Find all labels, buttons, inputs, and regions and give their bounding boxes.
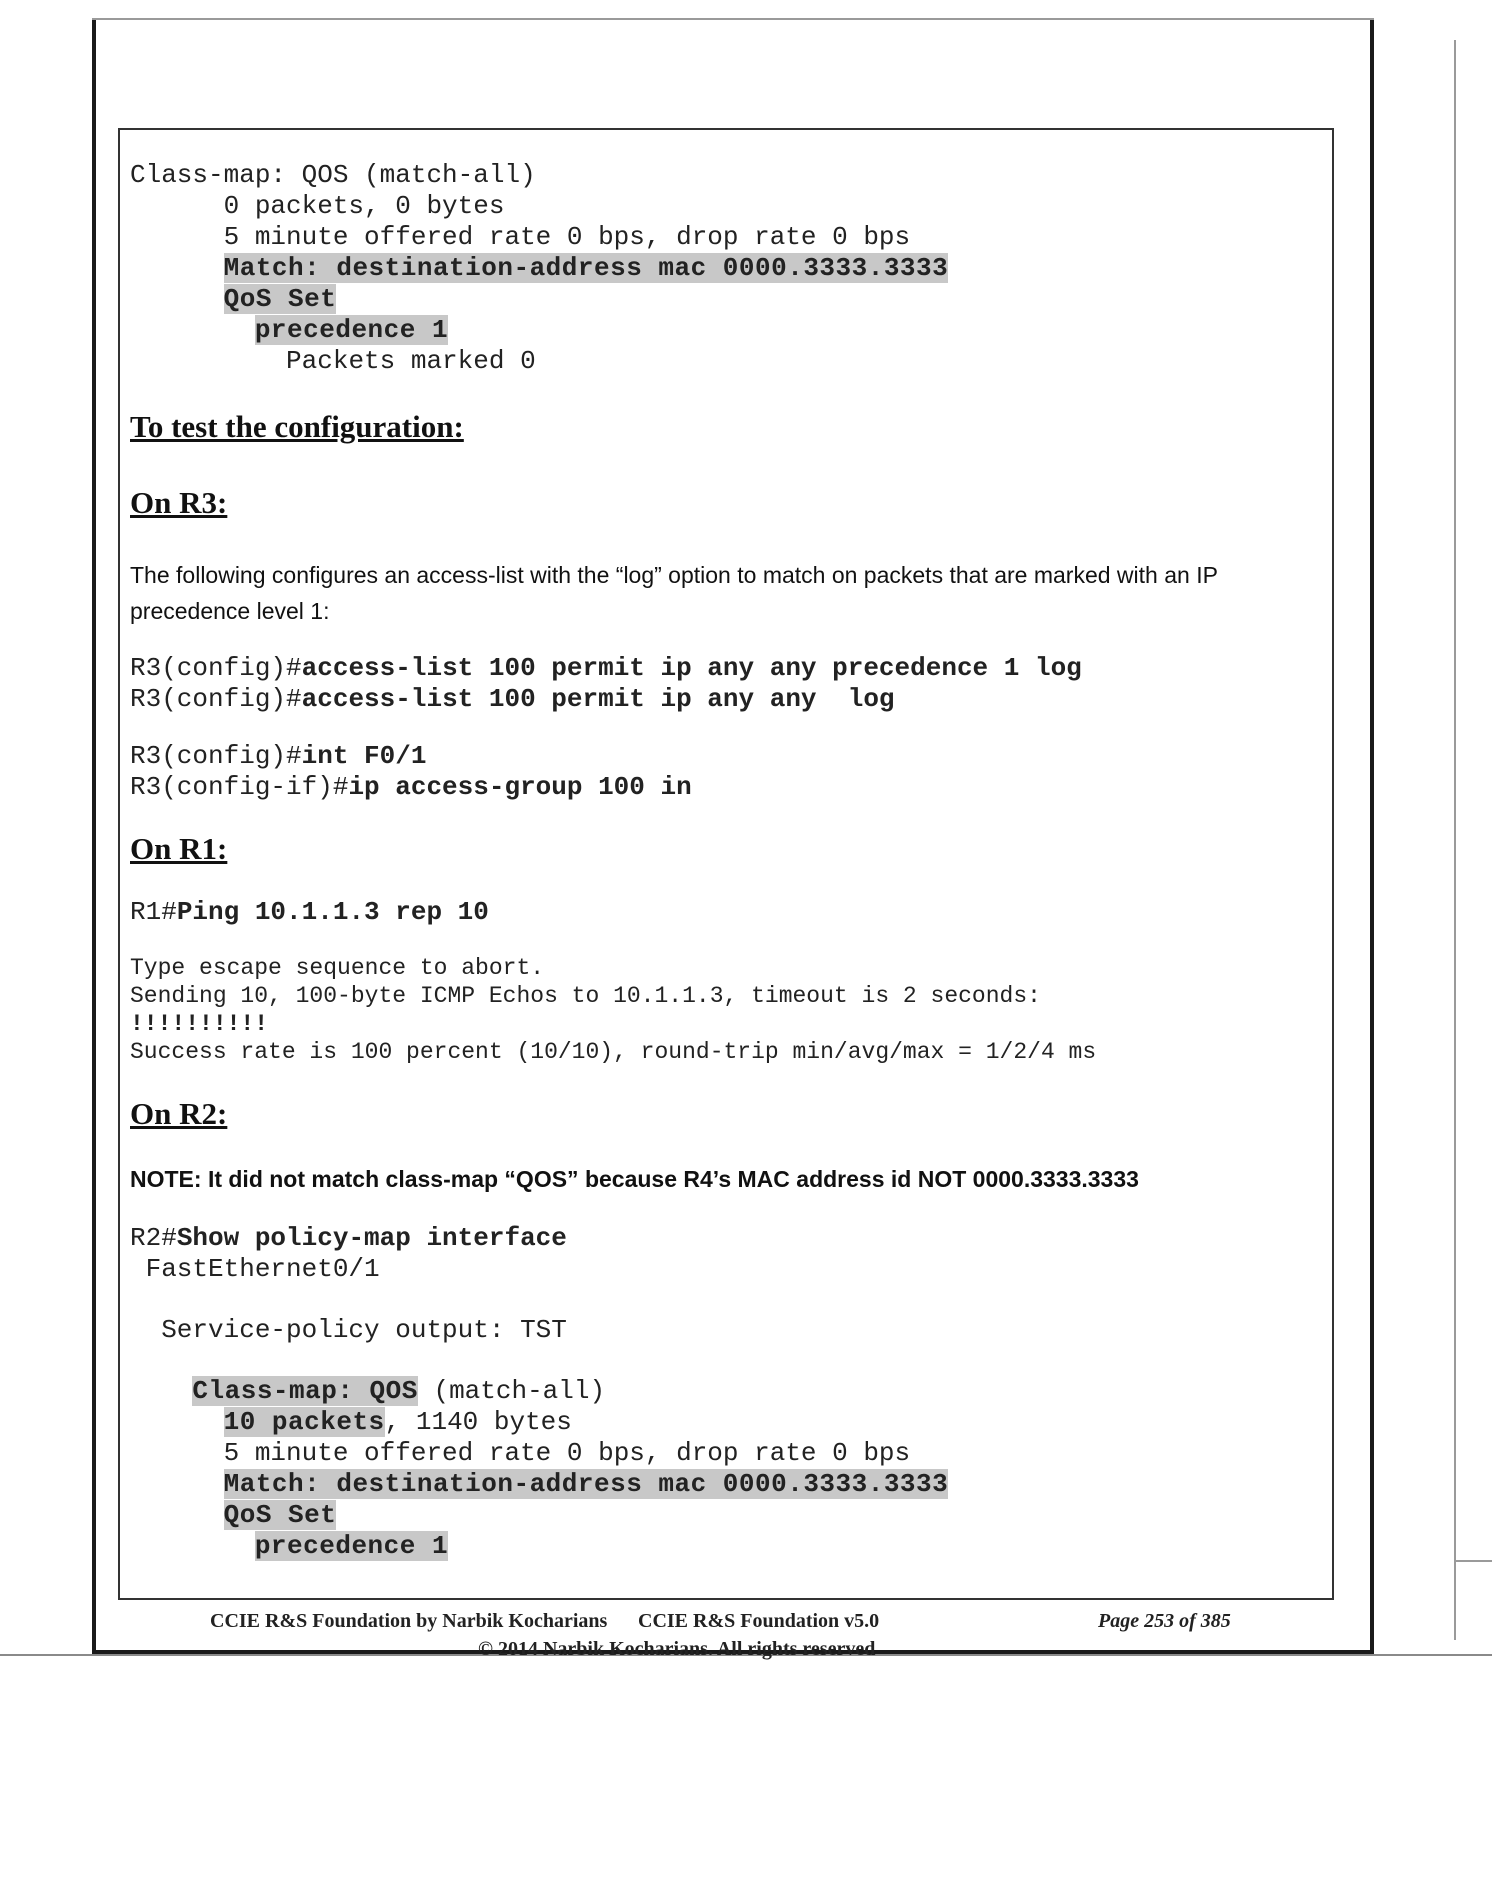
block2-packets-rest: , 1140 bytes [384, 1407, 572, 1437]
r3-cmd-2 [130, 684, 1320, 715]
block2-qos-line [130, 1500, 1320, 1531]
r3-cmd-3 [130, 741, 1320, 772]
heading-test: To test the configuration: [130, 409, 464, 444]
prompt: R3(config-if)# [130, 772, 349, 802]
scan-edge-line [1454, 40, 1456, 1640]
scan-edge-tick [1456, 1560, 1492, 1562]
block2-packets: 10 packets [223, 1407, 385, 1437]
command: Ping 10.1.1.3 rep 10 [176, 897, 489, 927]
note-r2: NOTE: It did not match class-map “QOS” because R4’s MAC address id NOT 0000.3333.3333 [130, 1166, 1139, 1192]
block2-match: Match: destination-address mac 0000.3333.3333 [223, 1469, 949, 1499]
block2-prec: precedence 1 [254, 1531, 449, 1561]
block2-qos: QoS Set [223, 1500, 337, 1530]
r1-output-2: Sending 10, 100-byte ICMP Echos to 10.1.1.3, timeout is 2 seconds: [130, 983, 1041, 1009]
r1-output-1: Type escape sequence to abort. [130, 955, 545, 981]
command: int F0/1 [301, 741, 427, 771]
prompt: R3(config)# [130, 741, 302, 771]
block1-line-1: Class-map: QOS (match-all) [130, 160, 536, 190]
block2-rate: 5 minute offered rate 0 bps, drop rate 0 bps [223, 1438, 911, 1468]
block1-line-3: 5 minute offered rate 0 bps, drop rate 0 bps [130, 222, 911, 252]
block1-match: Match: destination-address mac 0000.3333.3333 [223, 253, 949, 283]
heading-r2: On R2: [130, 1096, 228, 1131]
block2-packets-line [130, 1407, 1320, 1438]
block2-match-line [130, 1469, 1320, 1500]
block2-prec-line [130, 1531, 1320, 1562]
r1-cmd [130, 897, 1320, 928]
block1-tail: Packets marked 0 [286, 346, 536, 376]
r3-cmd-4 [130, 772, 1320, 803]
block2-classmap: Class-map: QOS [192, 1376, 418, 1406]
block1-qos: QoS Set [223, 284, 337, 314]
heading-r3: On R3: [130, 485, 228, 520]
r2-service: Service-policy output: TST [130, 1315, 567, 1345]
command: ip access-group 100 in [348, 772, 692, 802]
prompt: R3(config)# [130, 653, 302, 683]
block1-tail-line [130, 346, 1320, 377]
r2-iface: FastEthernet0/1 [130, 1254, 380, 1284]
block2-classmap-rest: (match-all) [417, 1376, 606, 1406]
block2-classmap-line [130, 1376, 1320, 1407]
footer-page-number: Page 253 of 385 [1098, 1610, 1231, 1632]
block1-line-2: 0 packets, 0 bytes [130, 191, 505, 221]
prompt: R2# [130, 1223, 177, 1253]
command: access-list 100 permit ip any any log [301, 684, 895, 714]
footer-copyright: © 2014 Narbik Kocharians. All rights reserved [478, 1638, 876, 1660]
r1-output-3: !!!!!!!!!! [130, 1011, 269, 1037]
block1-qos-line [130, 284, 1320, 315]
r3-cmd-1 [130, 653, 1320, 684]
para-r3: The following configures an access-list with the “log” option to match on packets that are marked with an IP precedence level 1: [130, 562, 1218, 624]
r1-output-4: Success rate is 100 percent (10/10), round-trip min/avg/max = 1/2/4 ms [130, 1039, 1097, 1065]
command: access-list 100 permit ip any any precedence 1 log [301, 653, 1082, 683]
block1-prec-line [130, 315, 1320, 346]
command: Show policy-map interface [176, 1223, 567, 1253]
heading-r1: On R1: [130, 831, 228, 866]
block1-prec: precedence 1 [254, 315, 449, 345]
prompt: R3(config)# [130, 684, 302, 714]
page-content [130, 160, 1320, 1562]
block2-rate-line [130, 1438, 1320, 1469]
footer-left: CCIE R&S Foundation by Narbik Kocharians [210, 1610, 608, 1632]
block1-match-line [130, 253, 1320, 284]
r2-cmd [130, 1223, 1320, 1254]
prompt: R1# [130, 897, 177, 927]
footer-mid: CCIE R&S Foundation v5.0 [638, 1610, 880, 1632]
